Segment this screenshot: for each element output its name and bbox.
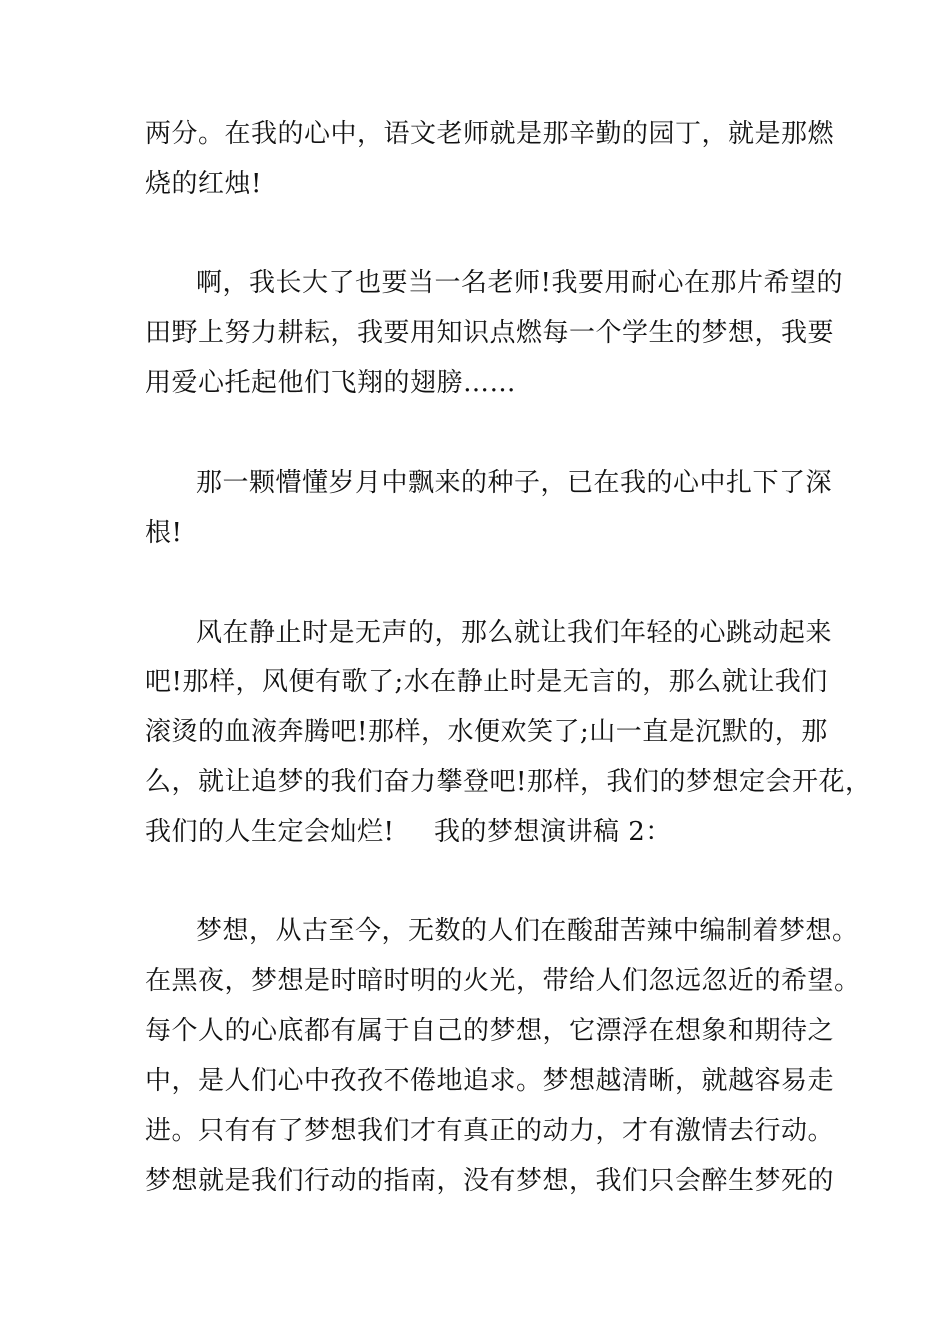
text-line: 我们的人生定会灿烂! <box>145 817 395 847</box>
text-line: 啊，我长大了也要当一名老师!我要用耐心在那片希望的 <box>196 268 843 298</box>
text-line: 滚烫的血液奔腾吧!那样，水便欢笑了;山一直是沉默的，那 <box>145 717 828 747</box>
text-line: 吧!那样，风便有歌了;水在静止时是无言的，那么就让我们 <box>145 667 828 697</box>
text-line: 烧的红烛! <box>145 169 262 199</box>
text-line: 两分。在我的心中，语文老师就是那辛勤的园丁，就是那燃 <box>145 119 835 149</box>
text-line: 么，就让追梦的我们奋力攀登吧!那样，我们的梦想定会开花， <box>145 767 872 797</box>
text-line: 风在静止时是无声的，那么就让我们年轻的心跳动起来 <box>196 618 833 648</box>
text-line: 进。只有有了梦想我们才有真正的动力，才有激情去行动。 <box>145 1116 835 1146</box>
text-line: 根! <box>145 518 183 548</box>
text-line: 在黑夜，梦想是时暗时明的火光，带给人们忽远忽近的希望。 <box>145 966 861 996</box>
text-line: 用爱心托起他们飞翔的翅膀…… <box>145 368 517 398</box>
text-line: 梦想就是我们行动的指南，没有梦想，我们只会醉生梦死的 <box>145 1166 835 1196</box>
text-line: 田野上努力耕耘，我要用知识点燃每一个学生的梦想，我要 <box>145 318 835 348</box>
text-line: 中，是人们心中孜孜不倦地追求。梦想越清晰，就越容易走 <box>145 1066 835 1096</box>
text-line: 每个人的心底都有属于自己的梦想，它漂浮在想象和期待之 <box>145 1016 835 1046</box>
text-line: 梦想，从古至今，无数的人们在酸甜苦辣中编制着梦想。 <box>196 916 859 946</box>
text-line: 那一颗懵懂岁月中飘来的种子，已在我的心中扎下了深 <box>196 468 833 498</box>
section-heading: 我的梦想演讲稿 2： <box>434 817 672 847</box>
